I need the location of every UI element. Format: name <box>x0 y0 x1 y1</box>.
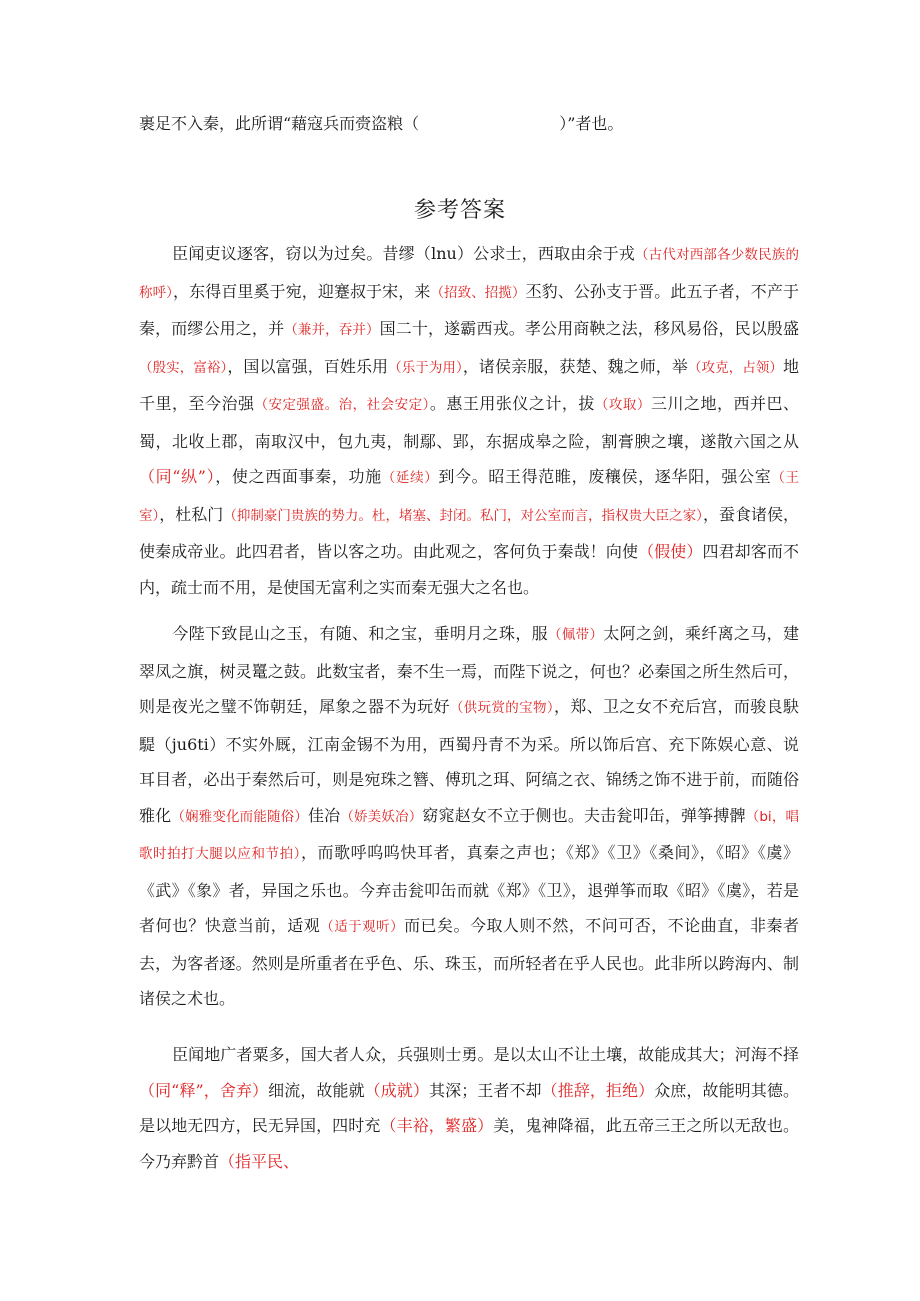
text-segment: 细流，故能就 <box>268 1080 365 1100</box>
paragraph-3 <box>139 1037 799 1179</box>
text-segment: 太阿之剑，乘纤离之马，建翠凤之旗，树灵鼍之鼓。此数宝者，秦不生一焉，而陛下说之，何也？必秦国之所生然后可，则是夜光之璧不饰朝廷，犀象之器不为玩好 <box>139 624 799 716</box>
annotation: （安定强盛。治，社会安定） <box>254 397 430 413</box>
text-segment: 众庶，故能明其德。是以地无四方，民无异国，四时充 <box>139 1080 799 1135</box>
pronunciation: ju6ti <box>171 734 209 754</box>
text-segment: ，而歌呼呜呜快耳者，真秦之声也；《郑》《卫》《桑间》，《昭》《虞》《武》《象》者，异国之乐也。今弃击瓮叩缶而就《郑》《卫》，退弹筝而取《昭》《虞》，若是者何也？快意当前，适观 <box>139 843 799 935</box>
annotation: （乐于为用） <box>388 359 463 376</box>
page-title: 参考答案 <box>413 198 506 223</box>
annotation: （假使） <box>638 542 703 561</box>
pronunciation: lnu <box>431 244 457 263</box>
intro-text-before: 裹足不入秦，此所谓“藉寇兵而赍盗粮（ <box>139 114 420 133</box>
paragraph-1 <box>139 236 799 605</box>
annotation: （攻取） <box>594 397 651 413</box>
text-segment: 窈窕赵女不立于侧也。夫击瓮叩缶，弹筝搏髀 <box>422 805 746 825</box>
annotation: （指平民、 <box>219 1151 300 1171</box>
text-segment: 臣闻吏议逐客，窃以为过矣。昔缪（ <box>172 244 432 263</box>
text-segment: ）不实外厩，江南金锡不为用，西蜀丹青不为采。所以饰后宫、充下陈娱心意、说耳目者，必出于秦然后可，则是宛珠之簪、傅玑之珥、阿缟之衣、锦绣之饰不进于前，而随俗雅化 <box>139 734 799 825</box>
annotation: （适于观听） <box>320 919 405 935</box>
text-segment: 而已矣。今取人则不然，不问可否，不论曲直，非秦者去，为客者逐。然则是所重者在乎色、乐、珠玉，而所轻者在乎人民也。此非所以跨海内、制诸侯之术也。 <box>139 916 799 1008</box>
annotation: （招致、招揽） <box>430 284 526 301</box>
annotation: （王室） <box>139 470 800 524</box>
text-segment: ，国以富强，百姓乐用 <box>227 356 389 376</box>
text-segment: ，郑、卫之女不充后宫，而骏良駃騠（ <box>139 697 799 754</box>
annotation: （bi，唱歌时拍打大腿以应和节拍） <box>139 808 800 862</box>
text-segment: ，使之西面事秦，功施 <box>215 467 382 486</box>
text-segment: 丕豹、公孙支于晋。此五子者，不产于秦，而缪公用之，并 <box>139 281 799 338</box>
paragraph-2 <box>139 616 799 1017</box>
annotation: （延续） <box>381 470 439 486</box>
annotation: （殷实，富裕） <box>139 359 228 376</box>
annotation: （佩带） <box>547 627 604 643</box>
annotation: （兼并，吞并） <box>284 322 380 338</box>
annotation: （供玩赏的宝物） <box>449 700 554 716</box>
text-segment: 臣闻地广者粟多，国大者人众，兵强则士勇。是以太山不让土壤，故能成其大；河海不择 <box>172 1045 799 1064</box>
annotation: （攻克，占领） <box>687 359 784 376</box>
text-segment: 四君却客而不内，疏士而不用，是使国无富利之实而秦无强大之名也。 <box>139 542 799 597</box>
annotation: （娴雅变化而能随俗） <box>171 808 309 825</box>
text-segment: 地千里，至今治强 <box>139 356 800 413</box>
text-segment: 其深；王者不却 <box>429 1080 542 1100</box>
annotation: （推辞，拒绝） <box>541 1080 655 1100</box>
text-segment: 美，鬼神降福，此五帝三王之所以无敌也。今乃弃黔首 <box>139 1116 799 1171</box>
intro-line <box>139 112 623 136</box>
text-segment: ，杜私门 <box>159 504 224 524</box>
annotation: （抑制豪门贵族的势力。杜，堵塞、封闭。私门，对公室而言，指权贵大臣之家） <box>223 507 703 524</box>
text-segment: ，诸侯亲服，获楚、魏之师，举 <box>462 356 688 376</box>
text-segment: ，蚕食诸侯，使秦成帝业。此四君者，皆以客之功。由此观之，客何负于秦哉！向使 <box>139 504 799 561</box>
text-segment: ，东得百里奚于宛，迎蹇叔于宋，来 <box>173 281 431 301</box>
annotation: （古代对西部各少数民族的称呼） <box>139 247 799 301</box>
text-segment: 到今。昭王得范睢，废穰侯，逐华阳，强公室 <box>438 467 772 486</box>
annotation: （娇美妖冶） <box>340 808 423 825</box>
text-segment: 国二十，遂霸西戎。孝公用商鞅之法，移风易俗，民以殷盛 <box>379 319 799 338</box>
text-segment: 佳冶 <box>308 805 341 825</box>
annotation: （成就） <box>364 1080 430 1100</box>
text-segment: 。惠王用张仪之计，拔 <box>429 394 595 413</box>
text-segment: ）公求士，西取由余于戎 <box>456 244 635 263</box>
intro-text-after: ）”者也。 <box>559 114 624 133</box>
annotation: （同“释”，舍弃） <box>139 1080 269 1100</box>
text-segment: 今陛下致昆山之玉，有随、和之宝，垂明月之珠，服 <box>172 624 548 643</box>
annotation: （丰裕，繁盛） <box>380 1116 494 1135</box>
annotation: （同“纵”） <box>139 467 216 486</box>
text-segment: 三川之地，西并巴、蜀，北收上郡，南取汉中，包九夷，制鄢、郢，东据成皋之险，割膏腴之壤，遂散六国之从 <box>139 394 799 451</box>
